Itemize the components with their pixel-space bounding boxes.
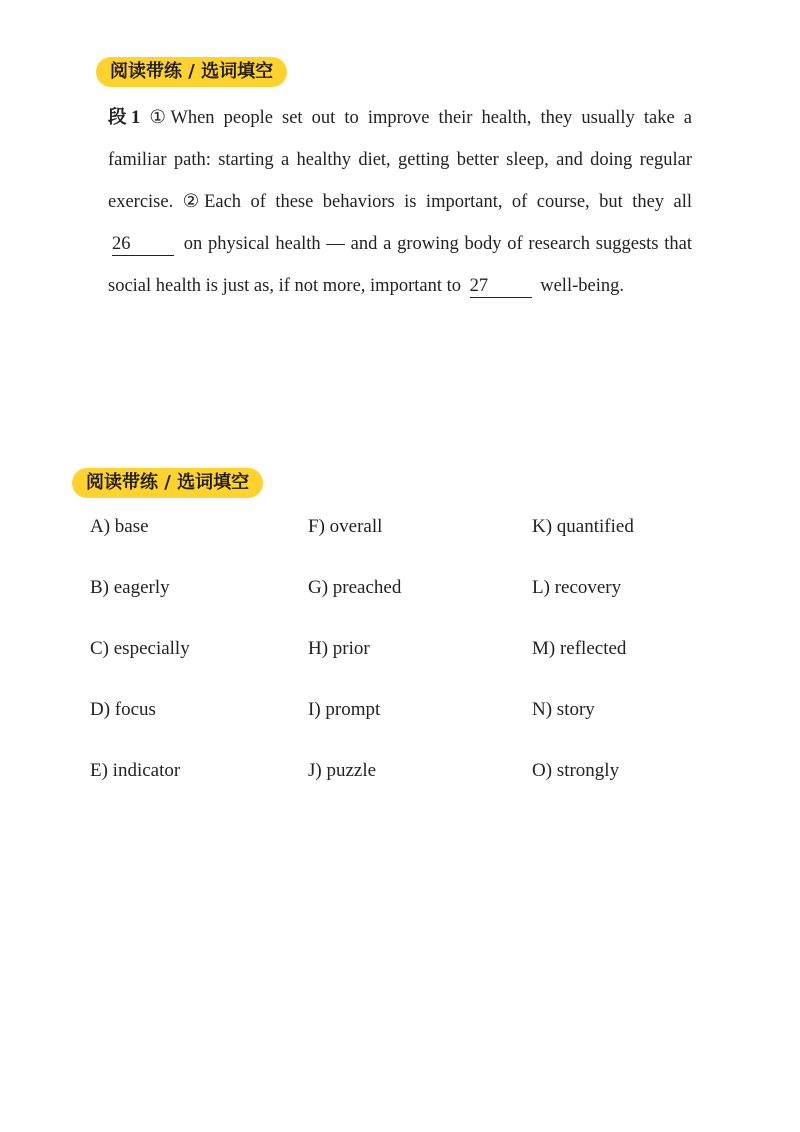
option-row bbox=[90, 627, 730, 688]
option-f: F) overall bbox=[308, 516, 383, 537]
option-c: C) especially bbox=[90, 638, 190, 659]
section-tag-reading-practice: 阅读带练 / 选词填空 bbox=[96, 57, 287, 87]
option-j: J) puzzle bbox=[308, 760, 377, 781]
blank-26: 26 bbox=[112, 233, 174, 256]
word-bank-options bbox=[90, 505, 730, 810]
option-h: H) prior bbox=[308, 638, 370, 659]
paragraph-label: 段1 bbox=[108, 108, 141, 128]
option-g: G) preached bbox=[308, 577, 402, 598]
passage-text-part-3: well-being. bbox=[540, 276, 624, 296]
option-e: E) indicator bbox=[90, 760, 181, 781]
option-n: N) story bbox=[532, 699, 595, 720]
passage-paragraph bbox=[108, 97, 692, 307]
section-tag-word-bank: 阅读带练 / 选词填空 bbox=[72, 468, 263, 498]
option-b: B) eagerly bbox=[90, 577, 170, 598]
option-a: A) base bbox=[90, 516, 149, 537]
option-row bbox=[90, 566, 730, 627]
option-k: K) quantified bbox=[532, 516, 634, 537]
option-row bbox=[90, 688, 730, 749]
option-o: O) strongly bbox=[532, 760, 620, 781]
passage-text-part-2: on physical health — and a growing body of research suggests that social health is just as, if not more, important to bbox=[108, 234, 693, 296]
blank-27: 27 bbox=[470, 275, 532, 298]
option-row bbox=[90, 749, 730, 810]
option-i: I) prompt bbox=[308, 699, 381, 720]
option-l: L) recovery bbox=[532, 577, 622, 598]
passage-text-part-1: ①When people set out to improve their health, they usually take a familiar path: starting a healthy diet, getting better sleep, and doing regular exercise. ②Each of these behaviors is important, of course, but they all bbox=[108, 108, 692, 212]
option-row bbox=[90, 505, 730, 566]
option-d: D) focus bbox=[90, 699, 156, 720]
option-m: M) reflected bbox=[532, 638, 627, 659]
